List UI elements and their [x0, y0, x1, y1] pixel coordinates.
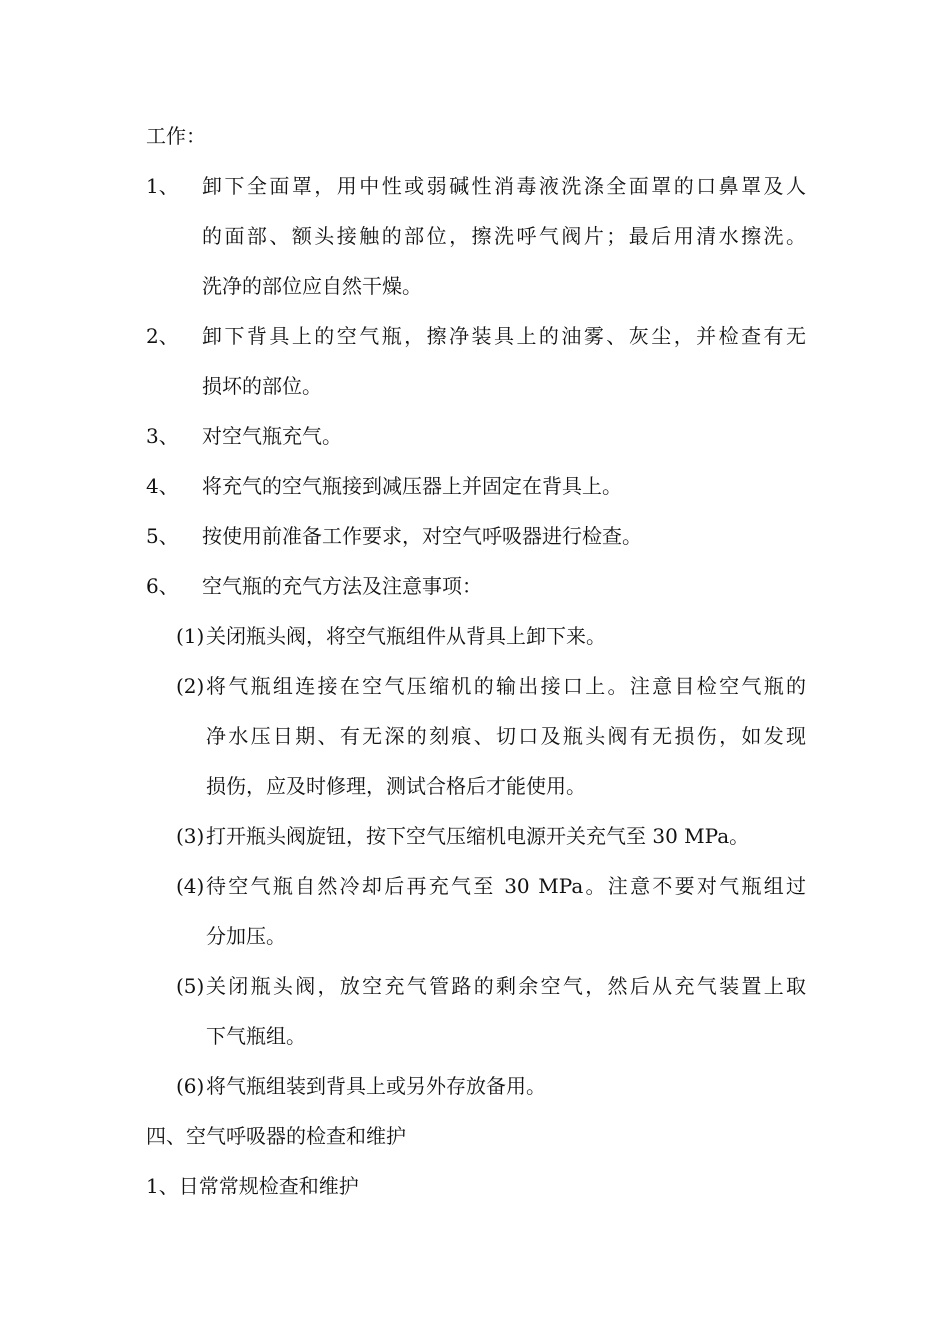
step-6-line-1: 空气瓶的充气方法及注意事项： [202, 574, 482, 598]
step-1-number: 1、 [146, 174, 179, 198]
substep-3-line-1: 打开瓶头阀旋钮，按下空气压缩机电源开关充气至 30 MPa。 [206, 824, 750, 848]
section-heading: 四、空气呼吸器的检查和维护 [146, 1124, 406, 1148]
step-3-number: 3、 [146, 424, 179, 448]
step-2-line-2: 损坏的部位。 [202, 374, 322, 398]
step-4-number: 4、 [146, 474, 179, 498]
step-3-line-1: 对空气瓶充气。 [202, 424, 342, 448]
step-2-number: 2、 [146, 324, 179, 348]
step-1-line-1: 卸下全面罩，用中性或弱碱性消毒液洗涤全面罩的口鼻罩及人 [202, 174, 806, 198]
substep-4-line-2: 分加压。 [206, 924, 286, 948]
substep-1-number: (1) [176, 624, 205, 648]
step-6-number: 6、 [146, 574, 179, 598]
substep-2-number: (2) [176, 674, 205, 698]
sub-heading: 1、日常常规检查和维护 [146, 1174, 359, 1198]
step-5-number: 5、 [146, 524, 179, 548]
substep-2-line-1: 将气瓶组连接在空气压缩机的输出接口上。注意目检空气瓶的 [206, 674, 806, 698]
intro-text: 工作： [146, 124, 206, 148]
substep-2-line-3: 损伤，应及时修理，测试合格后才能使用。 [206, 774, 586, 798]
step-1-line-2: 的面部、额头接触的部位，擦洗呼气阀片；最后用清水擦洗。 [202, 224, 806, 248]
substep-5-line-2: 下气瓶组。 [206, 1024, 306, 1048]
substep-6-number: (6) [176, 1074, 205, 1098]
step-4-line-1: 将充气的空气瓶接到减压器上并固定在背具上。 [202, 474, 622, 498]
substep-2-line-2: 净水压日期、有无深的刻痕、切口及瓶头阀有无损伤，如发现 [206, 724, 806, 748]
substep-6-line-1: 将气瓶组装到背具上或另外存放备用。 [206, 1074, 546, 1098]
substep-4-line-1: 待空气瓶自然冷却后再充气至 30 MPa。注意不要对气瓶组过 [206, 874, 806, 898]
substep-5-line-1: 关闭瓶头阀，放空充气管路的剩余空气，然后从充气装置上取 [206, 974, 806, 998]
substep-5-number: (5) [176, 974, 205, 998]
substep-1-line-1: 关闭瓶头阀，将空气瓶组件从背具上卸下来。 [206, 624, 606, 648]
substep-3-number: (3) [176, 824, 205, 848]
step-2-line-1: 卸下背具上的空气瓶，擦净装具上的油雾、灰尘，并检查有无 [202, 324, 806, 348]
step-1-line-3: 洗净的部位应自然干燥。 [202, 274, 422, 298]
substep-4-number: (4) [176, 874, 205, 898]
step-5-line-1: 按使用前准备工作要求，对空气呼吸器进行检查。 [202, 524, 642, 548]
